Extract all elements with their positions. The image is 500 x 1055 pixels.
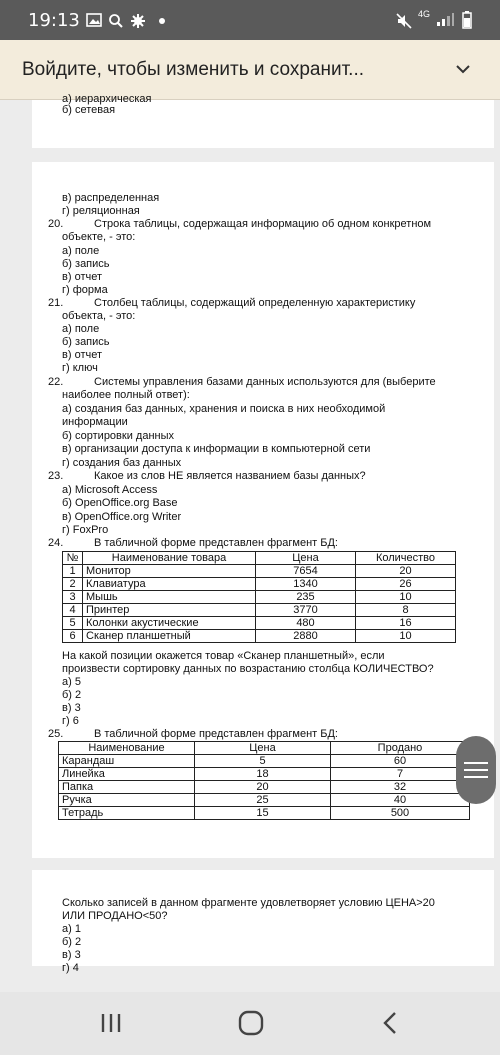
table-cell: 7 (331, 768, 470, 781)
option-line: б) 2 (62, 936, 82, 948)
question-text: Строка таблицы, содержащая информацию об одном конкретном (94, 218, 432, 230)
table-header-row (59, 742, 470, 755)
option-line: а) создания баз данных, хранения и поиска в них необходимой (62, 403, 386, 415)
table-cell: Мышь (83, 591, 256, 604)
option-line: а) иерархическая (62, 93, 152, 105)
option-line: в) 3 (62, 949, 81, 961)
option-line: в) отчет (62, 349, 102, 361)
handle-bar (464, 762, 488, 764)
table-row (63, 617, 456, 630)
question-number: 20. (48, 218, 64, 230)
question-text: Столбец таблицы, содержащий определенную характеристику (94, 297, 416, 309)
table-cell: Тетрадь (59, 807, 195, 820)
table-row (59, 807, 470, 820)
table-cell: Карандаш (59, 755, 195, 768)
question-number: 24. (48, 537, 64, 549)
table-cell: 3 (63, 591, 83, 604)
column-header: Количество (356, 552, 456, 565)
table-row (59, 755, 470, 768)
stationery-table (58, 741, 470, 820)
scroll-handle[interactable] (456, 736, 496, 804)
table-cell: Ручка (59, 794, 195, 807)
table-cell: Линейка (59, 768, 195, 781)
mute-icon (396, 13, 412, 32)
option-line: г) 4 (62, 962, 79, 974)
table-cell: 1 (63, 565, 83, 578)
option-line: а) Microsoft Access (62, 484, 158, 496)
option-line: информации (62, 416, 128, 428)
option-line: в) распределенная (62, 192, 160, 204)
option-line: г) FoxPro (62, 524, 109, 536)
table-cell: Папка (59, 781, 195, 794)
table-cell: 8 (356, 604, 456, 617)
table-cell: Сканер планшетный (83, 630, 256, 643)
status-bar (0, 0, 500, 40)
table-cell: 2 (63, 578, 83, 591)
document-page-1 (32, 93, 494, 148)
table-row (59, 794, 470, 807)
notification-dot-icon (158, 12, 166, 28)
table-cell: 32 (331, 781, 470, 794)
table-cell: 235 (256, 591, 356, 604)
option-line: а) 1 (62, 923, 81, 935)
question-text: В табличной форме представлен фрагмент БД: (94, 728, 338, 740)
table-row (63, 630, 456, 643)
option-line: б) запись (62, 258, 110, 270)
banner-title: Войдите, чтобы изменить и сохранит... (22, 59, 365, 80)
option-line: г) реляционная (62, 205, 140, 217)
option-line: г) 6 (62, 715, 79, 727)
home-icon[interactable] (236, 1010, 266, 1036)
table-row (59, 768, 470, 781)
handle-bar (464, 776, 488, 778)
question-text: ИЛИ ПРОДАНО<50? (62, 910, 168, 922)
question-text: Сколько записей в данном фрагменте удовлетворяет условию ЦЕНА>20 (62, 897, 435, 909)
table-cell: 1340 (256, 578, 356, 591)
table-row (63, 565, 456, 578)
chevron-down-icon[interactable] (452, 58, 474, 80)
status-time: 19:13 (28, 10, 80, 31)
table-cell: 480 (256, 617, 356, 630)
question-number: 22. (48, 376, 64, 388)
column-header: Цена (195, 742, 331, 755)
back-icon[interactable] (376, 1010, 406, 1036)
table-row (63, 578, 456, 591)
question-text: В табличной форме представлен фрагмент БД: (94, 537, 338, 549)
question-number: 21. (48, 297, 64, 309)
table-cell: Принтер (83, 604, 256, 617)
table-cell: 16 (356, 617, 456, 630)
handle-bar (464, 769, 488, 771)
option-line: в) 3 (62, 702, 81, 714)
column-header: № (63, 552, 83, 565)
document-page-3 (32, 870, 494, 974)
table-cell: 5 (63, 617, 83, 630)
column-header: Продано (331, 742, 470, 755)
battery-icon (462, 11, 472, 32)
question-text: наиболее полный ответ): (62, 389, 190, 401)
table-cell: 25 (195, 794, 331, 807)
question-text: На какой позиции окажется товар «Сканер планшетный», если (62, 650, 385, 662)
option-line: а) 5 (62, 676, 81, 688)
table-cell: 20 (356, 565, 456, 578)
column-header: Наименование (59, 742, 195, 755)
search-icon (108, 13, 124, 32)
question-text: объекта, - это: (62, 310, 136, 322)
table-cell: 10 (356, 591, 456, 604)
option-line: б) 2 (62, 689, 82, 701)
table-row (63, 591, 456, 604)
recent-apps-icon[interactable] (96, 1010, 126, 1036)
document-page-2 (32, 162, 494, 858)
column-header: Наименование товара (83, 552, 256, 565)
table-cell: Колонки акустические (83, 617, 256, 630)
network-type: 4G (418, 9, 431, 19)
table-cell: 18 (195, 768, 331, 781)
table-cell: Клавиатура (83, 578, 256, 591)
question-text: Какое из слов НЕ является названием базы данных? (94, 470, 366, 482)
sign-in-banner[interactable] (0, 40, 500, 100)
option-line: а) поле (62, 323, 100, 335)
option-line: в) OpenOffice.org Writer (62, 511, 182, 523)
option-line: б) OpenOffice.org Base (62, 497, 178, 509)
option-line: б) сетевая (62, 104, 116, 116)
option-line: г) форма (62, 284, 108, 296)
column-header: Цена (256, 552, 356, 565)
option-line: б) сортировки данных (62, 430, 175, 442)
table-cell: 6 (63, 630, 83, 643)
gear-icon (130, 13, 146, 32)
table-cell: Монитор (83, 565, 256, 578)
products-table (62, 551, 456, 643)
table-row (63, 604, 456, 617)
table-row (59, 781, 470, 794)
option-line: в) организации доступа к информации в компьютерной сети (62, 443, 371, 455)
option-line: а) поле (62, 245, 100, 257)
table-cell: 7654 (256, 565, 356, 578)
table-cell: 500 (331, 807, 470, 820)
table-cell: 10 (356, 630, 456, 643)
table-cell: 5 (195, 755, 331, 768)
table-cell: 4 (63, 604, 83, 617)
table-cell: 26 (356, 578, 456, 591)
table-cell: 20 (195, 781, 331, 794)
android-nav-bar (0, 992, 500, 1055)
option-line: в) отчет (62, 271, 102, 283)
question-number: 25. (48, 728, 64, 740)
signal-icon (436, 12, 454, 29)
option-line: г) создания баз данных (62, 457, 182, 469)
option-line: г) ключ (62, 362, 98, 374)
question-text: объекте, - это: (62, 231, 136, 243)
table-cell: 2880 (256, 630, 356, 643)
table-cell: 40 (331, 794, 470, 807)
table-cell: 3770 (256, 604, 356, 617)
question-number: 23. (48, 470, 64, 482)
table-cell: 15 (195, 807, 331, 820)
table-header-row (63, 552, 456, 565)
image-icon (86, 13, 102, 30)
option-line: б) запись (62, 336, 110, 348)
question-text: произвести сортировку данных по возрастанию столбца КОЛИЧЕСТВО? (62, 663, 434, 675)
table-cell: 60 (331, 755, 470, 768)
question-text: Системы управления базами данных используются для (выберите (94, 376, 436, 388)
